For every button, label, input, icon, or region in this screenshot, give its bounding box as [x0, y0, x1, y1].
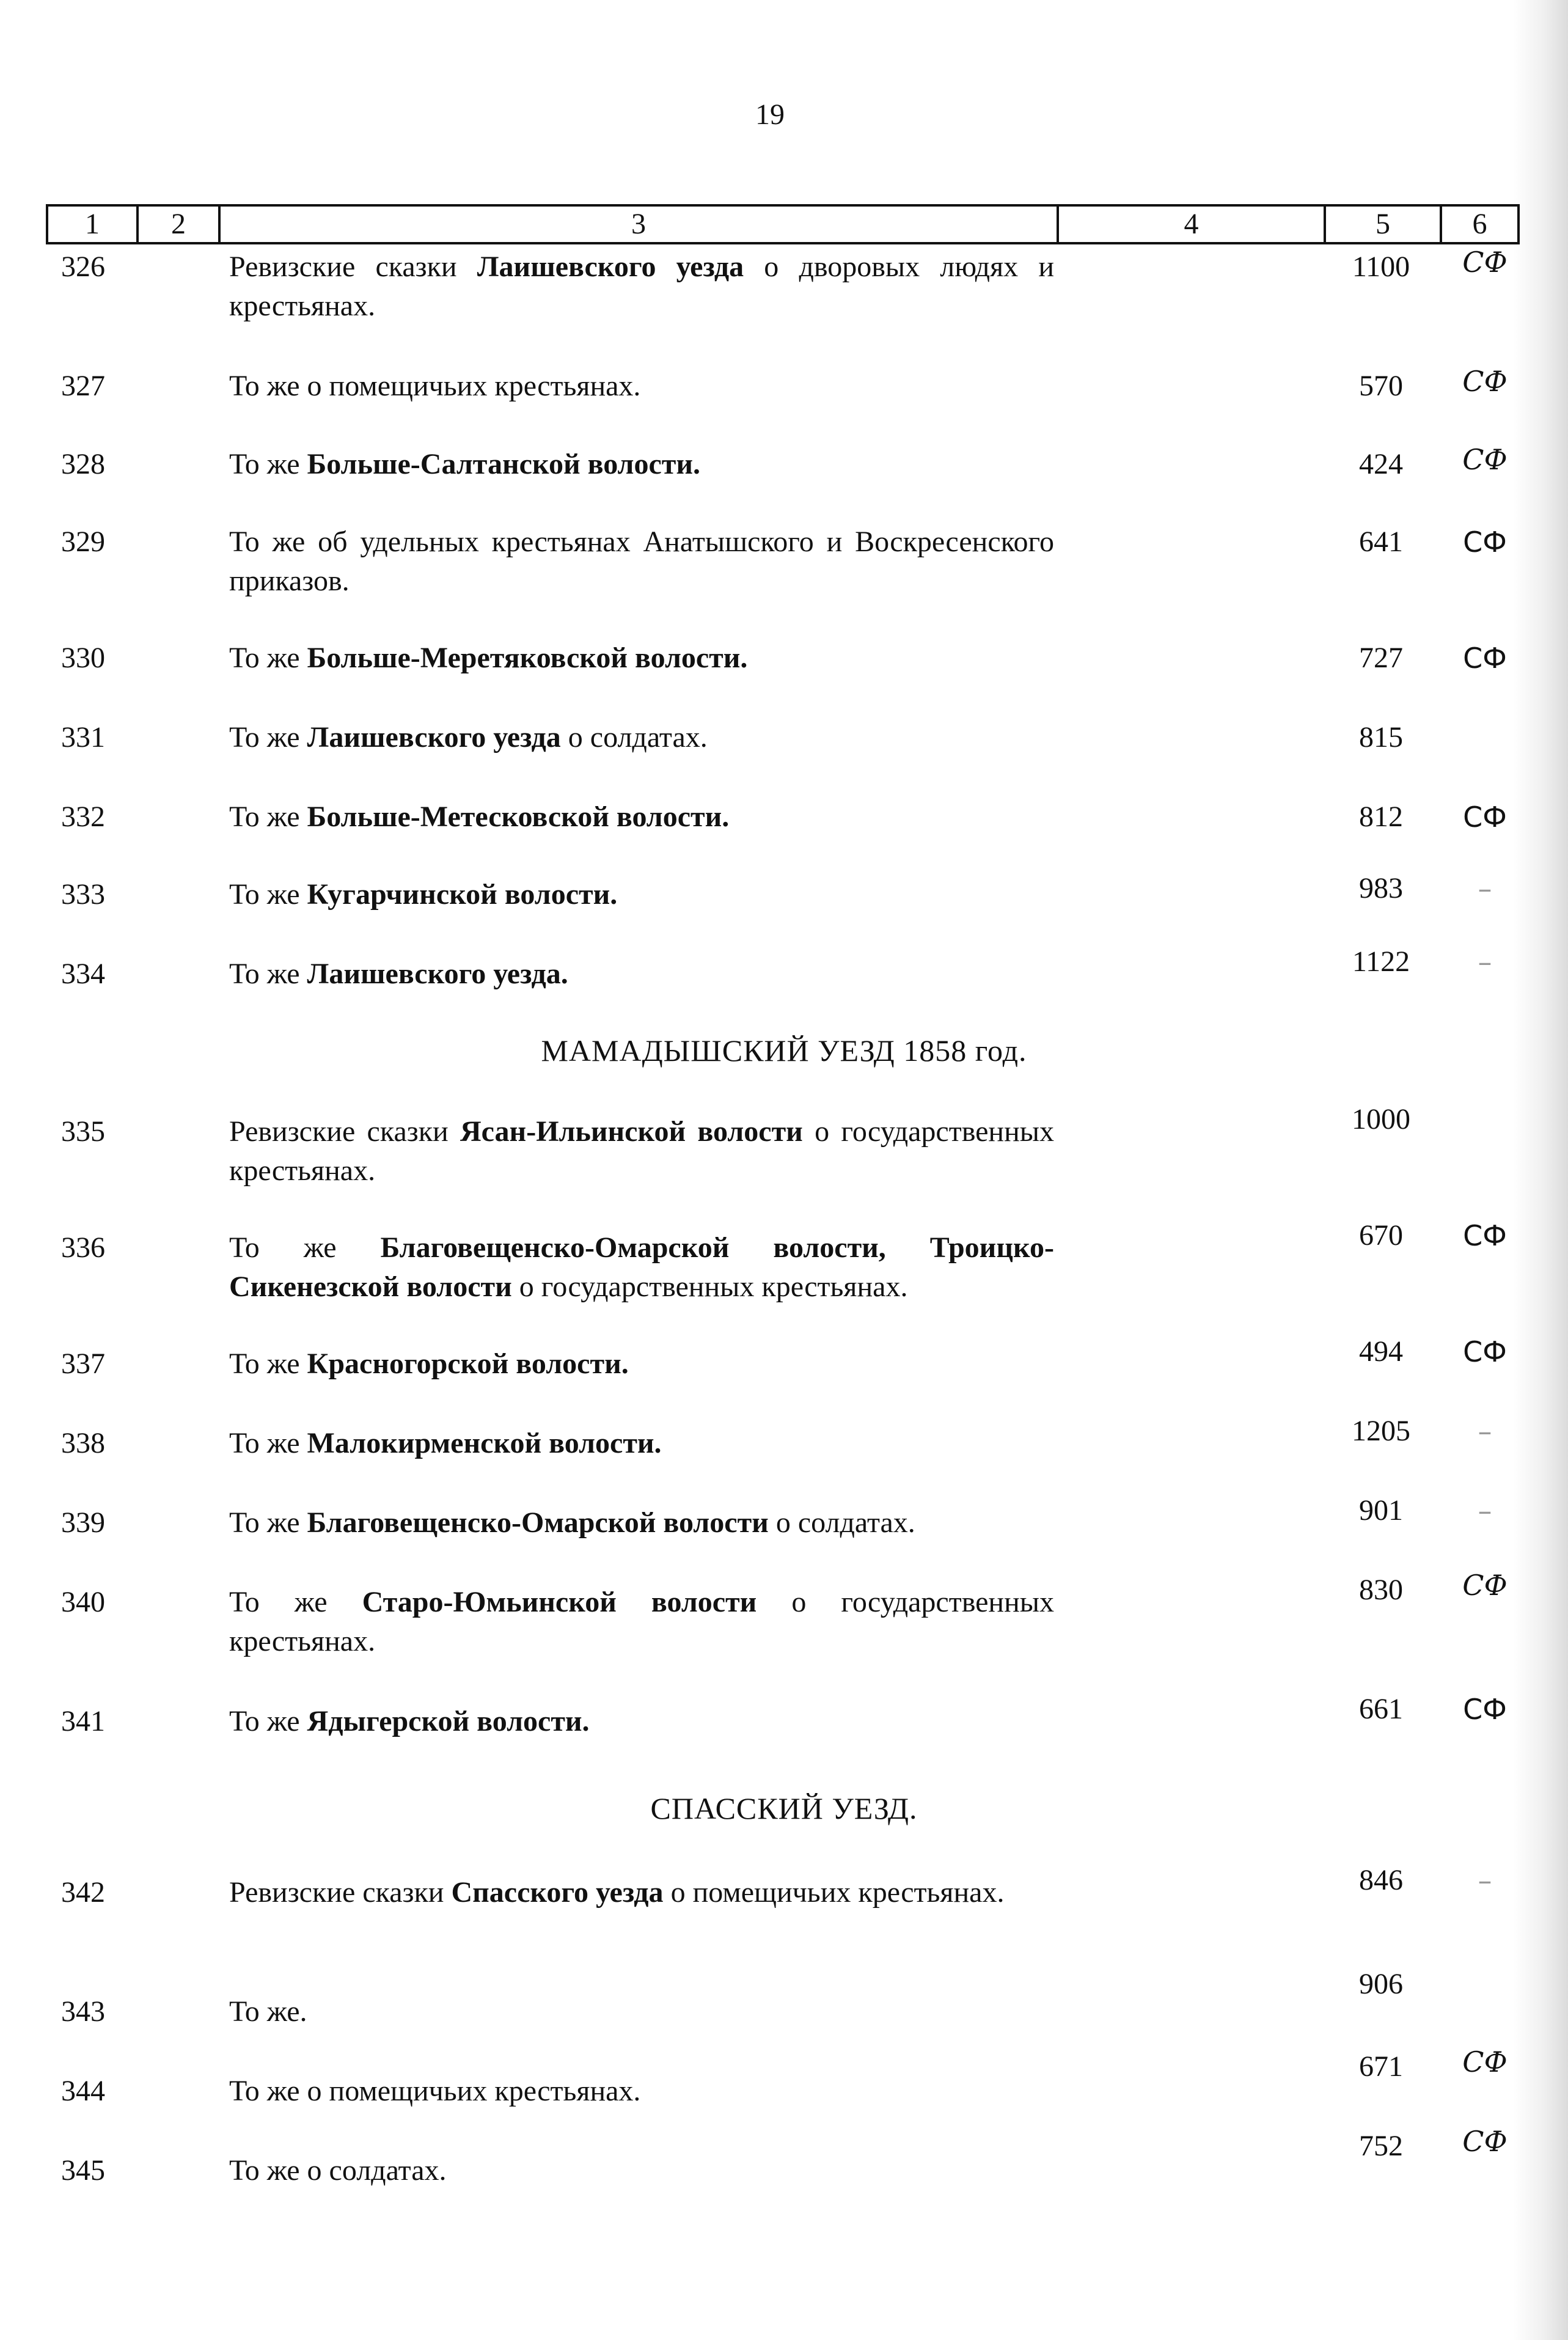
entry-sheet-count: 846: [1359, 1864, 1403, 1896]
entry-number: 328: [61, 448, 105, 480]
entry-number: 329: [61, 526, 105, 558]
column-header-5: 5: [1325, 205, 1441, 243]
description-text: То же: [229, 878, 307, 911]
entry-number: 335: [61, 1115, 105, 1148]
archive-mark: СФ: [1462, 246, 1508, 279]
bold-place-name: Ясан-Ильинской волости: [460, 1115, 803, 1148]
entry-number: 330: [61, 642, 105, 674]
bold-place-name: Кугарчинской волости.: [307, 878, 618, 911]
description-text: о солдатах.: [768, 1506, 915, 1539]
description-text: То же: [229, 801, 307, 833]
column-header-row: [47, 205, 1519, 243]
entry-sheet-count: 670: [1359, 1219, 1403, 1252]
description-text: То же: [229, 1586, 362, 1618]
entry-description: [229, 2151, 1054, 2190]
archive-mark: СФ: [1462, 2125, 1508, 2158]
entry-description: [229, 1873, 1054, 1912]
description-text: Ревизские сказки: [229, 251, 477, 283]
bold-place-name: Лаишевского уезда: [307, 721, 561, 754]
entry-sheet-count: 812: [1359, 801, 1403, 833]
description-text: То же: [229, 1427, 307, 1459]
entry-description: [229, 2072, 1054, 2111]
description-text: о государственных крестьянах.: [511, 1271, 908, 1303]
entry-sheet-count: 752: [1359, 2130, 1403, 2162]
description-text: То же: [229, 1231, 381, 1264]
entry-number: 327: [61, 370, 105, 402]
entry-number: 344: [61, 2075, 105, 2107]
section-heading: МАМАДЫШСКИЙ УЕЗД 1858 год.: [541, 1033, 1027, 1068]
bold-place-name: Благовещенско-Омарской волости, Троицко-Сикенезской волости: [229, 1231, 1054, 1303]
entry-sheet-count: 815: [1359, 721, 1403, 754]
column-header-3: 3: [219, 205, 1058, 243]
description-text: То же о помещичьих крестьянах.: [229, 370, 641, 402]
entry-number: 332: [61, 801, 105, 833]
entry-sheet-count: 1205: [1352, 1415, 1410, 1447]
description-text: То же.: [229, 1995, 307, 2028]
pencil-dash-mark: –: [1478, 872, 1492, 905]
entry-description: [229, 955, 1054, 994]
entry-number: 340: [61, 1586, 105, 1618]
page-number: 19: [755, 98, 785, 131]
entry-sheet-count: 494: [1359, 1335, 1403, 1368]
entry-number: 331: [61, 721, 105, 754]
description-text: Ревизские сказки: [229, 1876, 452, 1909]
column-header-6: 6: [1441, 205, 1519, 243]
entry-description: [229, 1228, 1054, 1307]
entry-sheet-count: 661: [1359, 1693, 1403, 1725]
archive-mark: СФ: [1462, 443, 1508, 476]
bold-place-name: Лаишевского уезда: [477, 251, 744, 283]
description-text: То же об удельных крестьянах Анатышского и Воскресенского приказов.: [229, 526, 1054, 597]
description-text: То же: [229, 642, 307, 674]
entry-sheet-count: 983: [1359, 872, 1403, 904]
archive-mark: СФ: [1463, 526, 1507, 559]
description-text: о солдатах.: [560, 721, 708, 754]
entry-number: 336: [61, 1231, 105, 1264]
bold-place-name: Больше-Салтанской волости.: [307, 448, 701, 480]
description-text: То же: [229, 958, 307, 990]
pencil-dash-mark: –: [1478, 1864, 1492, 1897]
entry-number: 342: [61, 1876, 105, 1909]
description-text: о помещичьих крестьянах.: [663, 1876, 1005, 1909]
entry-sheet-count: 424: [1359, 448, 1403, 480]
entry-number: 343: [61, 1995, 105, 2028]
description-text: Ревизские сказки: [229, 1115, 460, 1148]
entry-number: 333: [61, 878, 105, 911]
archive-mark: СФ: [1463, 1219, 1507, 1252]
archive-mark: СФ: [1463, 801, 1507, 834]
description-text: То же: [229, 721, 307, 754]
entry-description: [229, 523, 1054, 601]
bold-place-name: Спасского уезда: [451, 1876, 664, 1909]
entry-sheet-count: 830: [1359, 1574, 1403, 1606]
section-heading: СПАССКИЙ УЕЗД.: [650, 1791, 918, 1825]
entry-sheet-count: 1000: [1352, 1103, 1410, 1135]
entry-sheet-count: 671: [1359, 2050, 1403, 2083]
pencil-dash-mark: –: [1478, 1415, 1492, 1448]
description-text: То же: [229, 448, 307, 480]
description-text: То же о помещичьих крестьянах.: [229, 2075, 641, 2107]
entry-sheet-count: 901: [1359, 1494, 1403, 1527]
entry-description: [229, 718, 1054, 757]
entry-description: [229, 248, 1054, 326]
entry-sheet-count: 906: [1359, 1968, 1403, 2000]
entry-number: 334: [61, 958, 105, 990]
pencil-dash-mark: –: [1478, 1494, 1492, 1527]
column-header-4: 4: [1058, 205, 1325, 243]
entry-description: [229, 1112, 1054, 1190]
description-text: о дворовых людях и крестьянах.: [229, 251, 1055, 322]
archive-mark: СФ: [1462, 2045, 1508, 2078]
description-text: То же о солдатах.: [229, 2154, 447, 2187]
entry-sheet-count: 570: [1359, 370, 1403, 402]
bold-place-name: Малокирменской волости.: [307, 1427, 662, 1459]
bold-place-name: Благовещенско-Омарской волости: [307, 1506, 769, 1539]
description-text: о государственных крестьянах.: [229, 1586, 1055, 1657]
pencil-dash-mark: –: [1478, 945, 1492, 978]
entry-description: [229, 1344, 1054, 1384]
bold-place-name: Старо-Юмьинской волости: [362, 1586, 757, 1618]
entry-sheet-count: 641: [1359, 526, 1403, 558]
description-text: То же: [229, 1506, 307, 1539]
archive-mark: СФ: [1463, 1693, 1507, 1726]
entry-number: 337: [61, 1348, 105, 1380]
bold-place-name: Больше-Меретяковской волости.: [307, 642, 748, 674]
column-header-1: 1: [47, 205, 137, 243]
archive-mark: СФ: [1463, 1335, 1507, 1368]
entry-number: 339: [61, 1506, 105, 1539]
entry-description: [229, 798, 1054, 837]
description-text: То же: [229, 1348, 307, 1380]
entry-description: [229, 1583, 1054, 1661]
entry-description: [229, 445, 1054, 484]
column-header-table: [46, 204, 1520, 244]
entry-sheet-count: 727: [1359, 642, 1403, 674]
bold-place-name: Лаишевского уезда.: [307, 958, 568, 990]
entry-description: [229, 875, 1054, 914]
entry-number: 345: [61, 2154, 105, 2187]
archive-mark: СФ: [1462, 365, 1508, 398]
bold-place-name: Красногорской волости.: [307, 1348, 629, 1380]
entry-number: 326: [61, 251, 105, 283]
archive-mark: СФ: [1462, 1569, 1508, 1602]
entry-description: [229, 1503, 1054, 1542]
entry-description: [229, 1424, 1054, 1463]
bold-place-name: Ядыгерской волости.: [307, 1705, 590, 1737]
entry-description: [229, 367, 1054, 406]
column-header-2: 2: [137, 205, 219, 243]
entry-number: 338: [61, 1427, 105, 1459]
entry-description: [229, 1702, 1054, 1741]
entry-description: [229, 1992, 1054, 2031]
description-text: То же: [229, 1705, 307, 1737]
description-text: о государственных крестьянах.: [229, 1115, 1055, 1187]
page-binding-shadow: [1513, 0, 1568, 2340]
archive-mark: СФ: [1463, 642, 1507, 675]
entry-sheet-count: 1100: [1352, 251, 1410, 283]
entry-description: [229, 639, 1054, 678]
entry-sheet-count: 1122: [1352, 945, 1410, 978]
bold-place-name: Больше-Метесковской волости.: [307, 801, 730, 833]
entry-number: 341: [61, 1705, 105, 1737]
